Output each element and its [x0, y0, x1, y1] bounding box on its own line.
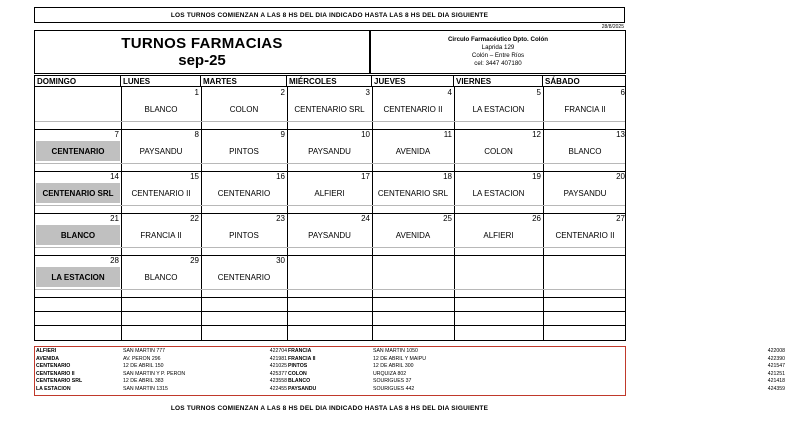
pharmacy-name: AVENIDA: [36, 355, 59, 362]
weekday-header: DOMINGO: [35, 76, 121, 87]
pharmacy-name: PAYSANDU: [288, 386, 317, 392]
pharmacy-name: ALFIERI: [36, 348, 57, 354]
pharmacy-name: BLANCO: [288, 378, 311, 385]
pharmacy-phone: 422455: [269, 386, 287, 392]
pharmacy-phone: 422008: [767, 348, 785, 354]
day-number: 29: [190, 256, 199, 265]
duty-pharmacy: LA ESTACION: [472, 188, 525, 198]
pharmacy-address: 12 DE ABRIL 150: [123, 363, 164, 370]
duty-pharmacy: ALFIERI: [314, 188, 345, 198]
duty-pharmacy: PAYSANDU: [139, 146, 183, 156]
week-subdivider: [35, 247, 625, 248]
day-number: 16: [276, 172, 285, 181]
day-number: 10: [361, 130, 370, 139]
sunday-duty-pharmacy: LA ESTACION: [36, 267, 120, 287]
day-number: 23: [276, 214, 285, 223]
pharmacy-name: PINTOS: [288, 363, 308, 370]
duty-pharmacy: COLON: [484, 146, 513, 156]
duty-pharmacy: CENTENARIO: [217, 188, 271, 198]
duty-pharmacy: PAYSANDU: [563, 188, 607, 198]
pharmacy-name: CENTENARIO SRL: [36, 378, 83, 385]
pharmacy-name: FRANCIA: [288, 348, 312, 354]
directory-entry: [35, 370, 785, 378]
duty-pharmacy: PINTOS: [229, 230, 259, 240]
pharmacy-name: CENTENARIO II: [36, 370, 75, 377]
shift-notice-banner-top: [34, 7, 625, 23]
sunday-duty-pharmacy: CENTENARIO: [36, 141, 120, 161]
pharmacy-name: LA ESTACION: [36, 386, 71, 392]
duty-pharmacy: AVENIDA: [395, 230, 431, 240]
organization-info: [370, 30, 626, 74]
day-number: 27: [616, 214, 625, 223]
day-number: 2: [280, 88, 285, 97]
schedule-title-box: [34, 30, 370, 74]
duty-pharmacy: CENTENARIO II: [383, 104, 443, 114]
schedule-month: sep-25: [178, 52, 226, 69]
day-number: 11: [443, 130, 452, 139]
pharmacy-address: 12 DE ABRIL 300: [373, 363, 414, 370]
duty-pharmacy: BLANCO: [144, 104, 178, 114]
day-number: 21: [110, 214, 119, 223]
duty-pharmacy: CENTENARIO: [217, 272, 271, 282]
print-date: 28/8/2025: [601, 24, 624, 30]
duty-pharmacy: BLANCO: [568, 146, 602, 156]
organization-city: Colón – Entre Ríos: [471, 52, 525, 59]
duty-pharmacy: CENTENARIO II: [555, 230, 615, 240]
duty-pharmacy: PAYSANDU: [308, 230, 351, 240]
weekday-header: JUEVES: [372, 76, 454, 87]
pharmacy-address: URQUIZA 802: [373, 370, 407, 377]
pharmacy-phone: 423558: [269, 378, 287, 385]
pharmacy-phone: 425377: [269, 370, 287, 377]
directory-entry: [35, 363, 785, 370]
weekday-header: VIERNES: [454, 76, 543, 87]
day-number: 22: [190, 214, 199, 223]
duty-pharmacy: ALFIERI: [483, 230, 514, 240]
day-number: 1: [194, 88, 199, 97]
pharmacy-phone: 421547: [767, 363, 785, 370]
day-number: 17: [361, 172, 370, 181]
pharmacy-phone: 421251: [767, 370, 785, 377]
pharmacy-address: SAN MARTIN 1315: [123, 386, 168, 392]
row-divider: [35, 325, 625, 326]
organization-name: Circulo Farmacéutico Dpto. Colón: [447, 36, 549, 43]
pharmacy-phone: 422390: [767, 355, 785, 362]
duty-pharmacy: CENTENARIO SRL: [377, 188, 449, 198]
pharmacy-name: FRANCIA II: [288, 355, 316, 362]
duty-pharmacy: BLANCO: [144, 272, 178, 282]
pharmacy-phone: 422704: [269, 348, 287, 354]
week-subdivider: [35, 121, 625, 122]
pharmacy-address: SOURIGUES 442: [373, 386, 415, 392]
duty-pharmacy: PINTOS: [229, 146, 259, 156]
organization-address: Laprida 129: [481, 44, 515, 51]
pharmacy-address: SAN MARTIN Y P. PERON: [123, 370, 186, 377]
pharmacy-address: 12 DE ABRIL 383: [123, 378, 164, 385]
pharmacy-phone: 424359: [767, 386, 785, 392]
pharmacy-phone: 421418: [767, 378, 785, 385]
shift-notice-text: LOS TURNOS COMIENZAN A LAS 8 HS DEL DIA INDICADO HASTA LAS 8 HS DEL DIA SIGUIENTE: [170, 11, 489, 19]
pharmacy-phone: 421025: [269, 363, 287, 370]
pharmacy-address: 12 DE ABRIL Y MAIPU: [373, 355, 426, 362]
pharmacy-name: CENTENARIO: [36, 363, 71, 370]
day-number: 18: [443, 172, 452, 181]
day-number: 20: [616, 172, 625, 181]
day-number: 5: [536, 88, 541, 97]
shift-notice-text: LOS TURNOS COMIENZAN A LAS 8 HS DEL DIA INDICADO HASTA LAS 8 HS DEL DIA SIGUIENTE: [170, 404, 489, 412]
pharmacy-address: AV. PERON 296: [123, 355, 161, 362]
duty-pharmacy: AVENIDA: [395, 146, 431, 156]
day-number: 19: [532, 172, 541, 181]
week-subdivider: [35, 289, 625, 290]
shift-notice-banner-bottom: [34, 402, 625, 414]
sunday-duty-pharmacy: BLANCO: [36, 225, 120, 245]
duty-calendar: [34, 75, 626, 341]
day-number: 9: [280, 130, 285, 139]
duty-pharmacy: COLON: [229, 104, 259, 114]
day-number: 7: [114, 130, 119, 139]
row-divider: [35, 297, 625, 298]
day-number: 4: [447, 88, 452, 97]
directory-entry: [35, 378, 785, 385]
day-number: 6: [620, 88, 625, 97]
week-subdivider: [35, 163, 625, 164]
day-number: 3: [365, 88, 370, 97]
day-number: 12: [532, 130, 541, 139]
row-divider: [35, 311, 625, 312]
pharmacy-phone: 421981: [269, 355, 287, 362]
duty-pharmacy: LA ESTACION: [472, 104, 525, 114]
weekday-header: SÁBADO: [545, 77, 580, 86]
pharmacy-address: SOURIGUES 37: [373, 378, 412, 385]
weekday-header-row: [35, 75, 625, 87]
weekday-header: MARTES: [201, 76, 287, 87]
pharmacy-address: SAN MARTIN 1050: [373, 348, 418, 354]
day-number: 25: [443, 214, 452, 223]
day-number: 13: [616, 130, 625, 139]
directory-entry: [35, 355, 785, 363]
sunday-duty-pharmacy: CENTENARIO SRL: [36, 183, 120, 203]
duty-pharmacy: PAYSANDU: [308, 146, 351, 156]
day-number: 15: [190, 172, 199, 181]
weekday-header: MIÉRCOLES: [287, 76, 372, 87]
week-subdivider: [35, 205, 625, 206]
day-number: 8: [194, 130, 199, 139]
pharmacy-directory: [34, 346, 785, 396]
pharmacy-name: COLON: [288, 370, 307, 377]
day-number: 14: [110, 172, 119, 181]
weekday-header: LUNES: [121, 76, 201, 87]
day-number: 28: [110, 256, 119, 265]
organization-phone: cel: 3447 407180: [474, 60, 522, 67]
pharmacy-address: SAN MARTIN 777: [123, 348, 165, 354]
duty-pharmacy: CENTENARIO II: [131, 188, 191, 198]
directory-entry: [35, 386, 785, 393]
day-number: 30: [276, 256, 285, 265]
schedule-title: TURNOS FARMACIAS: [121, 35, 283, 52]
duty-pharmacy: CENTENARIO SRL: [294, 104, 365, 114]
duty-pharmacy: FRANCIA II: [140, 230, 182, 240]
day-number: 26: [532, 214, 541, 223]
duty-pharmacy: FRANCIA II: [564, 104, 606, 114]
day-number: 24: [361, 214, 370, 223]
directory-entry: [35, 348, 785, 355]
